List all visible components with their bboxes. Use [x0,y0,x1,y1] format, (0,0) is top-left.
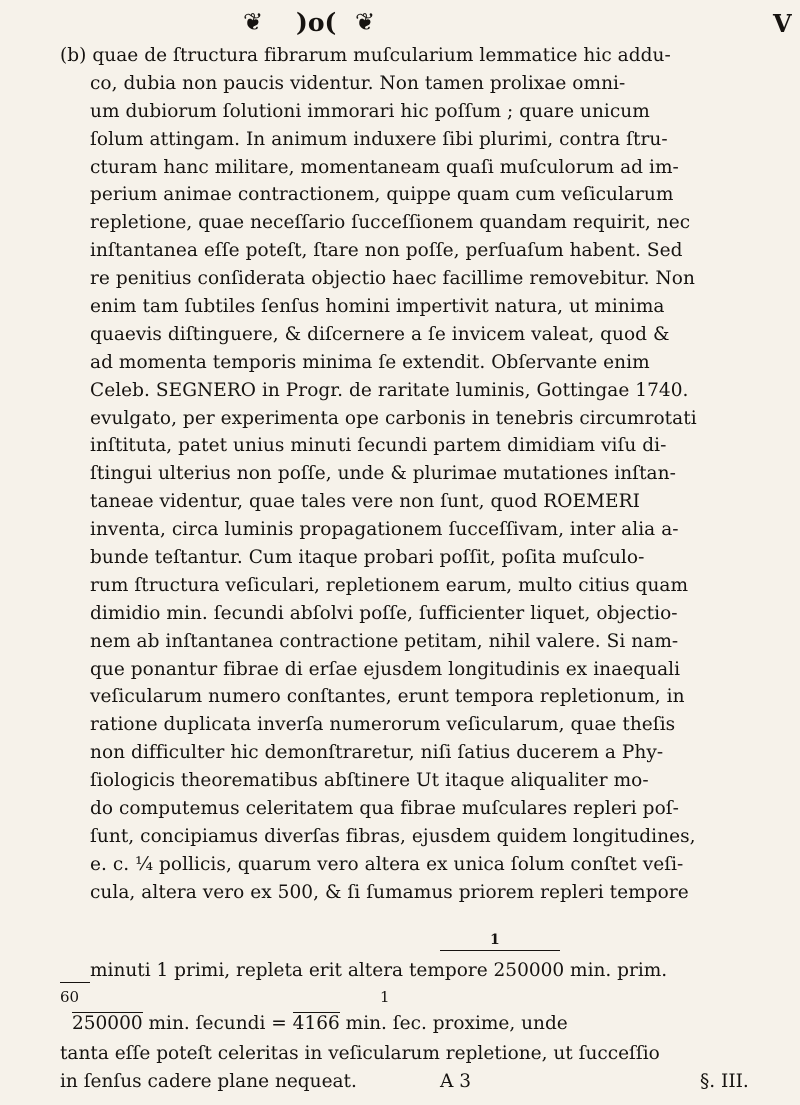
text-line: do computemus celeritatem qua fibrae muſculares repleri poſ- [90,798,679,820]
text-line: veſicularum numero conſtantes, erunt tempora repletionum, in [90,686,685,708]
denominator: 60 [60,988,80,1006]
text-line: minuti 1 primi, repleta erit altera tempore 250000 min. prim. [90,960,668,981]
text-line: dimidio min. ſecundi abſolvi poſſe, ſufficienter liquet, objectio- [90,602,678,624]
footnote-paragraph [60,42,800,907]
denominator: 4166 [292,1013,340,1034]
text-line: repletione, quae neceſſario ſucceſſionem quandam requirit, nec [90,212,691,234]
fraction-bar [60,982,90,983]
text-fragment: in ſenſus cadere plane nequeat. [60,1070,357,1092]
text-fragment: min. ſec. proxime, unde [345,1013,568,1034]
text-line: cula, altera vero ex 500, & ſi ſumamus priorem repleri tempore [90,881,689,903]
text-line: inventa, circa luminis propagationem ſucceſſivam, inter alia a- [90,519,679,541]
text-line: ſtingui ulterius non poſſe, unde & plurimae mutationes inſtan- [90,463,676,485]
closing-lines [60,1040,800,1096]
text-line [60,1068,800,1096]
text-line: ſunt, concipiamus diverſas fibras, ejusdem quidem longitudines, [90,825,696,847]
text-line: quaevis diſtinguere, & diſcernere a ſe invicem valeat, quod & [90,323,670,345]
text-line: ſolum attingam. In animum induxere ſibi plurimi, contra ſtru- [90,128,668,150]
text-line: um dubiorum ſolutioni immorari hic poſſum ; quare unicum [90,100,650,122]
text-line: non difficulter hic demonſtraretur, niſi ſatius ducerem a Phy- [90,742,664,764]
text-line: enim tam ſubtiles ſenſus homini impertivit natura, ut minima [90,296,665,318]
catchword: §. III. [700,1070,749,1092]
text-line: ratione duplicata inverſa numerorum veſicularum, quae theſis [90,714,676,736]
text-line: Celeb. SEGNERO in Progr. de raritate luminis, Gottingae 1740. [90,379,689,401]
text-line: re penitius conſiderata objectio haec facillime removebitur. Non [90,268,695,290]
signature-mark: A 3 [440,1070,472,1092]
text-line: que ponantur fibrae di erſae ejusdem longitudinis ex inaequali [90,658,681,680]
signature-mark: V [773,9,792,38]
text-line: rum ſtructura veſiculari, repletionem earum, multo citius quam [90,574,689,596]
fleuron-icon: ❦ [243,8,264,36]
text-line: inſtituta, patet unius minuti ſecundi partem dimidiam viſu di- [90,435,667,457]
text-line: co, dubia non paucis videntur. Non tamen prolixae omni- [90,72,626,94]
text-fragment: min. ſecundi = [148,1013,287,1034]
text-line: (b) quae de ſtructura fibrarum muſcularium lemmatice hic addu- [60,45,671,66]
text-line: nem ab inſtantanea contractione petitam, nihil valere. Si nam- [90,630,679,652]
text-line [72,1012,568,1034]
running-head: )o( [296,8,337,37]
page-header [0,6,800,42]
numerator: 1 [380,988,390,1006]
text-line: ad momenta temporis minima ſe extendit. Obſervante enim [90,351,650,373]
text-line: ſiologicis theorematibus abſtinere Ut itaque aliqualiter mo- [90,770,649,792]
text-line: evulgato, per experimenta ope carbonis in tenebris circumrotati [90,407,697,429]
text-line: taneae videntur, quae tales vere non ſunt, quod ROEMERI [90,491,640,513]
text-line: inſtantanea eſſe poteſt, ſtare non poſſe, perſuaſum habent. Sed [90,240,683,262]
text-line: bunde teſtantur. Cum itaque probari poſſit, poſita muſculo- [90,547,645,569]
text-line: perium animae contractionem, quippe quam cum veſicularum [90,184,674,206]
text-line: tanta eſſe poteſt celeritas in veſicularum repletione, ut ſucceſſio [60,1043,660,1064]
text-line: e. c. ¼ pollicis, quarum vero altera ex unica ſolum conſtet veſi- [90,853,684,875]
fraction-bar [440,950,560,951]
fleuron-icon: ❦ [355,8,376,36]
denominator: 250000 [72,1013,143,1034]
numerator: 1 [490,932,500,948]
text-line: cturam hanc militare, momentaneam quaſi muſculorum ad im- [90,156,679,178]
